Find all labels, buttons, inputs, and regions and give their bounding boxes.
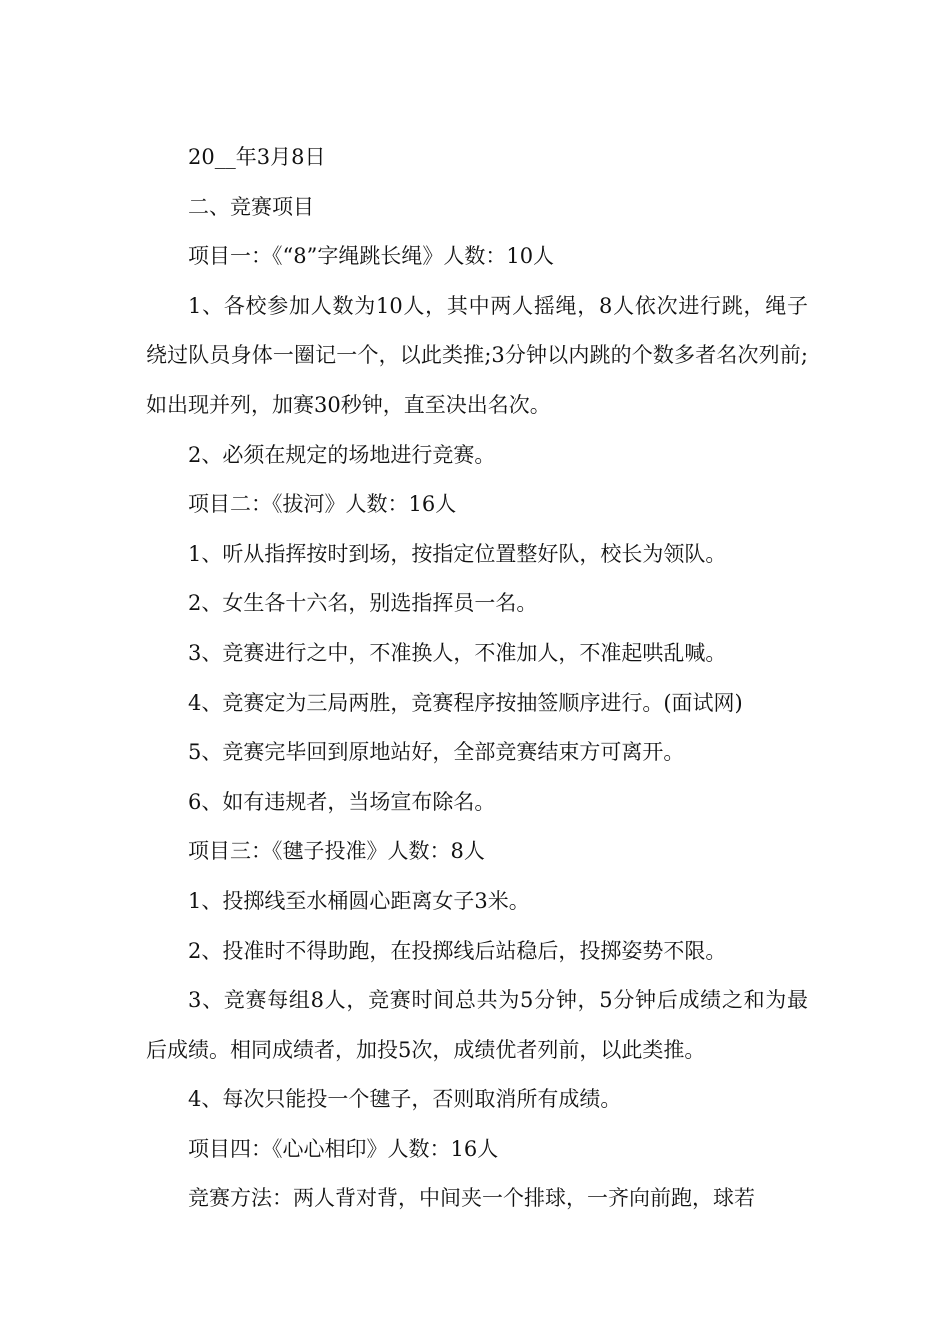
section-heading: 二、竞赛项目	[188, 194, 314, 219]
paragraph: 4、每次只能投一个毽子，否则取消所有成绩。	[188, 1087, 622, 1112]
paragraph: 2、投准时不得助跑，在投掷线后站稳后，投掷姿势不限。	[188, 938, 727, 963]
paragraph: 2、女生各十六名，别选指挥员一名。	[188, 591, 538, 616]
paragraph: 3、竞赛进行之中，不准换人，不准加人，不准起哄乱喊。	[188, 640, 727, 665]
paragraph-date: 20__年3月8日	[188, 145, 326, 169]
item-heading-2: 项目二：《拔河》人数：16人	[188, 492, 457, 517]
paragraph: 1、投掷线至水桶圆心距离女子3米。	[188, 888, 530, 913]
item-heading-4: 项目四：《心心相印》人数：16人	[188, 1136, 499, 1161]
paragraph: 3、竞赛每组8人，竞赛时间总共为5分钟，5分钟后成绩之和为最后成绩。相同成绩者，加投5次，成绩优者列前，以此类推。	[146, 988, 808, 1062]
paragraph: 5、竞赛完毕回到原地站好，全部竞赛结束方可离开。	[188, 740, 685, 765]
paragraph: 竞赛方法：两人背对背，中间夹一个排球，一齐向前跑，球若	[188, 1186, 755, 1211]
paragraph: 6、如有违规者，当场宣布除名。	[188, 789, 496, 814]
paragraph: 1、各校参加人数为10人，其中两人摇绳，8人依次进行跳，绳子绕过队员身体一圈记一个，以此类推;3分钟以内跳的个数多者名次列前;如出现并列，加赛30秒钟，直至决出名次。	[146, 293, 808, 417]
paragraph: 2、必须在规定的场地进行竞赛。	[188, 442, 496, 467]
item-heading-3: 项目三：《毽子投准》人数：8人	[188, 839, 485, 864]
document-body	[146, 133, 808, 1224]
paragraph: 1、听从指挥按时到场，按指定位置整好队，校长为领队。	[188, 541, 727, 566]
item-heading-1: 项目一：《“8”字绳跳长绳》人数：10人	[188, 244, 555, 269]
paragraph: 4、竞赛定为三局两胜，竞赛程序按抽签顺序进行。(面试网)	[188, 690, 743, 715]
